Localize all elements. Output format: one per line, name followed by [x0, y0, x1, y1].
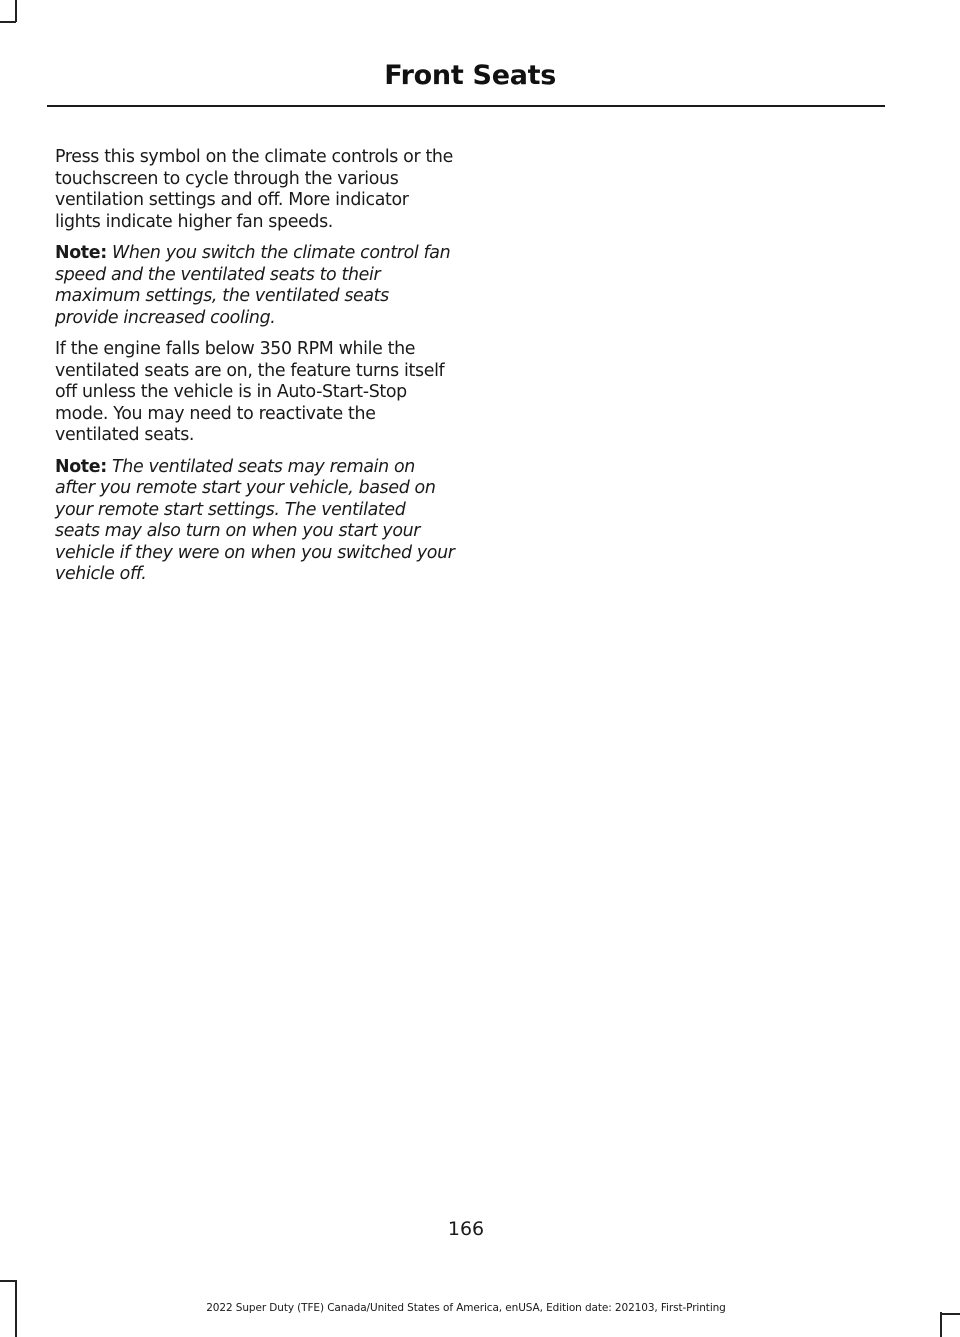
crop-mark-top-left [15, 0, 17, 22]
page-title: Front Seats [384, 60, 556, 91]
page-number: 166 [447, 1218, 485, 1240]
paragraph-fan-cycle: Press this symbol on the climate controls or the touchscreen to cycle through the various ventilation settings and off. More indicator lights indicate higher fan speeds. [55, 147, 453, 232]
footer-edition-line: 2022 Super Duty (TFE) Canada/United States of America, enUSA, Edition date: 202103, First-Printing [206, 1302, 726, 1314]
paragraph-engine-rpm: If the engine falls below 350 RPM while the ventilated seats are on, the feature turns itself off unless the vehicle is in Auto-Start-Stop mode. You may need to reactivate the ventilated seats. [55, 339, 445, 445]
note-text: The ventilated seats may remain on after you remote start your vehicle, based on your remote start settings. The ventilated seats may also turn on when you start your vehicle if they were on when you switched your vehicle off. [55, 456, 455, 584]
main-content [55, 147, 455, 596]
note-label: Note: [55, 243, 107, 263]
note-text: When you switch the climate control fan speed and the ventilated seats to their maximum settings, the ventilated seats provide increased cooling. [55, 243, 451, 328]
crop-mark-bottom-right [940, 1312, 942, 1337]
crop-mark-bottom-left-h [0, 1280, 16, 1282]
crop-mark-top-left-h [0, 21, 16, 23]
note-label: Note: [55, 456, 107, 477]
note-remote-start [55, 457, 455, 586]
title-divider [47, 105, 885, 107]
note-max-cooling [55, 243, 455, 329]
crop-mark-bottom-right-h [940, 1313, 960, 1315]
